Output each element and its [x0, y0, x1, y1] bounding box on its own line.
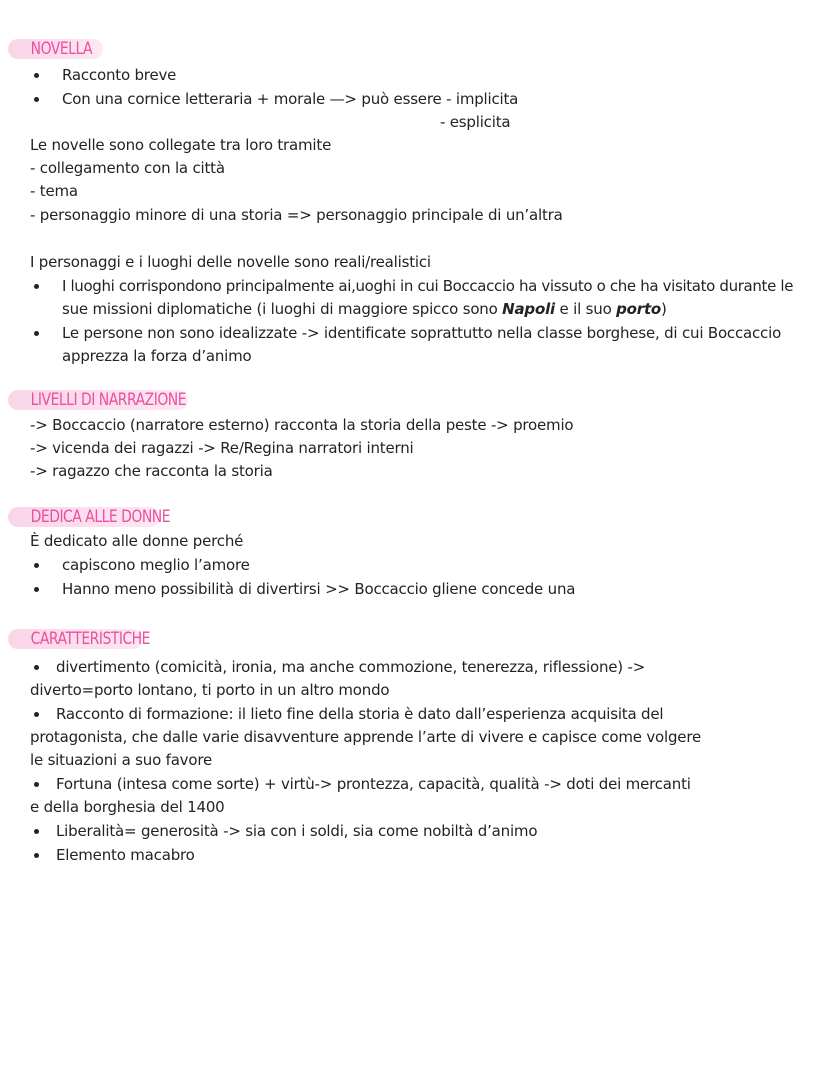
- car-bullet-3-line-1: Fortuna (intesa come sorte) + virtù-> prontezza, capacità, qualità -> doti dei mercanti: [56, 775, 691, 793]
- bullet-icon: [34, 97, 39, 102]
- luoghi-text-post: ): [661, 300, 667, 318]
- car-bullet-2-line-2: protagonista, che dalle varie disavventure apprende l’arte di vivere e capisce come volgere: [30, 728, 702, 746]
- bullet-icon: [34, 73, 39, 78]
- novella-bullet-1: Racconto breve: [62, 66, 177, 84]
- luoghi-text-pre: sue missioni diplomatiche (i luoghi di maggiore spicco sono: [62, 300, 498, 318]
- car-bullet-1-line-1: divertimento (comicità, ironia, ma anche commozione, tenerezza, riflessione) ->: [56, 658, 646, 676]
- novella-continuation: - esplicita: [440, 113, 511, 131]
- napoli-bold: Napoli: [502, 300, 555, 318]
- bullet-icon: [34, 782, 39, 787]
- car-bullet-2-line-1: Racconto di formazione: il lieto fine della storia è dato dall’esperienza acquisita del: [56, 705, 664, 723]
- dash-item-3: - personaggio minore di una storia => personaggio principale di un’altra: [30, 206, 563, 224]
- bullet-icon: [34, 829, 39, 834]
- bullet-icon: [34, 665, 39, 670]
- luoghi-bullet-line-2: [62, 299, 667, 319]
- bullet-icon: [34, 853, 39, 858]
- bullet-icon: [34, 712, 39, 717]
- dash-item-2: - tema: [30, 182, 78, 200]
- heading-dedica: DEDICA ALLE DONNE: [30, 507, 171, 527]
- car-bullet-2-line-3: le situazioni a suo favore: [30, 751, 213, 769]
- heading-novella: NOVELLA: [30, 39, 93, 59]
- bullet-icon: [34, 587, 39, 592]
- car-bullet-5: Elemento macabro: [56, 846, 195, 864]
- car-bullet-1-line-2: diverto=porto lontano, ti porto in un altro mondo: [30, 681, 390, 699]
- livelli-line-2: -> vicenda dei ragazzi -> Re/Regina narratori interni: [30, 439, 414, 457]
- livelli-line-1: -> Boccaccio (narratore esterno) racconta la storia della peste -> proemio: [30, 416, 574, 434]
- dedica-intro: È dedicato alle donne perché: [30, 532, 244, 550]
- car-bullet-3-line-2: e della borghesia del 1400: [30, 798, 225, 816]
- luoghi-text-mid: e il suo: [559, 300, 612, 318]
- dedica-bullet-2: Hanno meno possibilità di divertirsi >> Boccaccio gliene concede una: [62, 580, 576, 598]
- car-bullet-4: Liberalità= generosità -> sia con i soldi, sia come nobiltà d’animo: [56, 822, 538, 840]
- heading-caratteristiche: CARATTERISTICHE: [30, 629, 151, 649]
- bullet-icon: [34, 563, 39, 568]
- dedica-bullet-1: capiscono meglio l’amore: [62, 556, 250, 574]
- dash-item-1: - collegamento con la città: [30, 159, 225, 177]
- personaggi-intro: I personaggi e i luoghi delle novelle sono reali/realistici: [30, 253, 431, 271]
- bullet-icon: [34, 284, 39, 289]
- novella-intro: Le novelle sono collegate tra loro tramite: [30, 136, 332, 154]
- livelli-line-3: -> ragazzo che racconta la storia: [30, 462, 273, 480]
- luoghi-bullet-line-1: I luoghi corrispondono principalmente ai,uoghi in cui Boccaccio ha vissuto o che ha visitato durante le: [62, 277, 794, 295]
- heading-livelli: LIVELLI DI NARRAZIONE: [30, 390, 187, 410]
- bullet-icon: [34, 331, 39, 336]
- novella-bullet-2: Con una cornice letteraria + morale —> può essere - implicita: [62, 90, 519, 108]
- persone-bullet-line-1: Le persone non sono idealizzate -> identificate soprattutto nella classe borghese, di cui Boccaccio: [62, 324, 782, 342]
- porto-bold: porto: [616, 300, 662, 318]
- persone-bullet-line-2: apprezza la forza d’animo: [62, 347, 252, 365]
